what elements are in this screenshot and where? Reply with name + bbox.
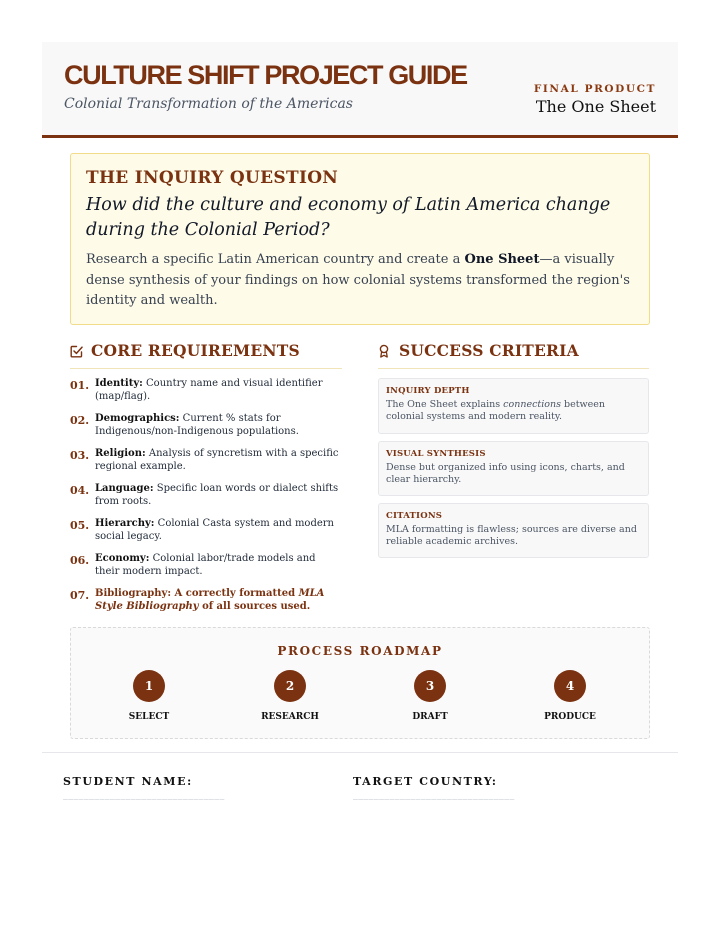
footer-divider: [42, 752, 678, 753]
criteria-card-text: between colonial systems and modern reality.: [386, 399, 606, 422]
list-item: [70, 518, 342, 543]
criteria-card: [378, 378, 649, 434]
student-name-label: STUDENT NAME:: [63, 775, 193, 788]
step-number: 1: [133, 670, 165, 702]
student-name-field[interactable]: _______________________________: [63, 791, 225, 800]
item-term: Language:: [95, 483, 154, 494]
step-number: 4: [554, 670, 586, 702]
target-country-field[interactable]: _______________________________: [353, 791, 515, 800]
step-label: SELECT: [128, 712, 170, 722]
roadmap-step: [380, 670, 480, 722]
item-lead: Bibliography: A correctly formatted: [95, 588, 299, 599]
item-text: [95, 448, 342, 473]
inquiry-body-text: —a visually dense synthesis of your findings on how colonial systems transformed the region's identity and wealth.: [86, 252, 630, 308]
inquiry-box: [70, 153, 650, 325]
item-number: 06.: [70, 554, 90, 567]
inquiry-body: [86, 250, 634, 312]
item-term: Economy:: [95, 553, 150, 564]
inquiry-body-text: Research a specific Latin American country and create a: [86, 252, 465, 267]
list-item: [70, 553, 342, 578]
page-title: CULTURE SHIFT PROJECT GUIDE: [64, 60, 467, 90]
step-number: 2: [274, 670, 306, 702]
item-text: [95, 483, 342, 508]
target-country-label: TARGET COUNTRY:: [353, 775, 498, 788]
step-number: 3: [414, 670, 446, 702]
item-text: [95, 378, 342, 403]
final-product-label: FINAL PRODUCT: [533, 83, 656, 95]
inquiry-question: How did the culture and economy of Latin America change during the Colonial Period?: [86, 195, 611, 240]
list-item: [70, 378, 342, 403]
award-ribbon-icon: [378, 341, 392, 361]
requirements-heading: CORE REQUIREMENTS: [91, 341, 300, 360]
item-term: Identity:: [95, 378, 143, 389]
list-item: [70, 448, 342, 473]
roadmap-title: PROCESS ROADMAP: [277, 644, 443, 658]
item-term: Hierarchy:: [95, 518, 155, 529]
item-term: Demographics:: [95, 413, 180, 424]
item-number: 04.: [70, 484, 90, 497]
item-tail: of all sources used.: [198, 600, 311, 612]
item-term: Religion:: [95, 448, 146, 459]
step-label: PRODUCE: [544, 712, 596, 722]
item-desc: Current % stats for Indigenous/non-Indigenous populations.: [95, 413, 299, 437]
criteria-heading: SUCCESS CRITERIA: [399, 341, 579, 360]
item-text: [95, 413, 342, 438]
page-subtitle: Colonial Transformation of the Americas: [64, 96, 353, 112]
criteria-card-desc: Dense but organized info using icons, charts, and clear hierarchy.: [386, 462, 625, 485]
item-desc: Country name and visual identifier (map/flag).: [95, 378, 323, 402]
page-header: [42, 42, 678, 138]
item-desc: Colonial Casta system and modern social legacy.: [95, 518, 334, 542]
step-label: DRAFT: [412, 712, 448, 722]
item-number: 05.: [70, 519, 90, 532]
criteria-card-desc: MLA formatting is flawless; sources are diverse and reliable academic archives.: [386, 524, 637, 547]
criteria-card-text: The One Sheet explains: [386, 399, 504, 410]
roadmap-step: [99, 670, 199, 722]
criteria-header: [378, 341, 649, 369]
item-emphasis: MLA Style Bibliography: [95, 588, 325, 612]
roadmap-step: [520, 670, 620, 722]
criteria-card-desc: [386, 399, 641, 423]
criteria-card-title: VISUAL SYNTHESIS: [386, 449, 486, 459]
process-roadmap: [70, 627, 650, 739]
list-item: [70, 413, 342, 438]
criteria-card-title: CITATIONS: [386, 511, 443, 521]
item-desc: Specific loan words or dialect shifts from roots.: [95, 483, 339, 507]
item-number: 03.: [70, 449, 90, 462]
requirements-header: [70, 341, 342, 369]
inquiry-body-bold: One Sheet: [464, 252, 540, 267]
item-number: 02.: [70, 414, 90, 427]
checkbox-icon: [70, 341, 84, 361]
item-number: 07.: [70, 589, 90, 602]
list-item: [70, 483, 342, 508]
item-desc: Colonial labor/trade models and their modern impact.: [95, 553, 316, 577]
final-product-value: The One Sheet: [535, 97, 656, 116]
item-text: [95, 588, 342, 613]
item-number: 01.: [70, 379, 90, 392]
step-label: RESEARCH: [261, 712, 319, 722]
criteria-card: [378, 503, 649, 558]
roadmap-step: [240, 670, 340, 722]
criteria-card: [378, 441, 649, 496]
inquiry-heading: THE INQUIRY QUESTION: [86, 168, 339, 188]
item-text: [95, 553, 342, 578]
item-desc: Analysis of syncretism with a specific regional example.: [95, 448, 339, 472]
criteria-card-title: INQUIRY DEPTH: [386, 386, 470, 396]
item-text: [95, 518, 342, 543]
criteria-card-emphasis: connections: [503, 399, 561, 410]
list-item: [70, 588, 342, 613]
